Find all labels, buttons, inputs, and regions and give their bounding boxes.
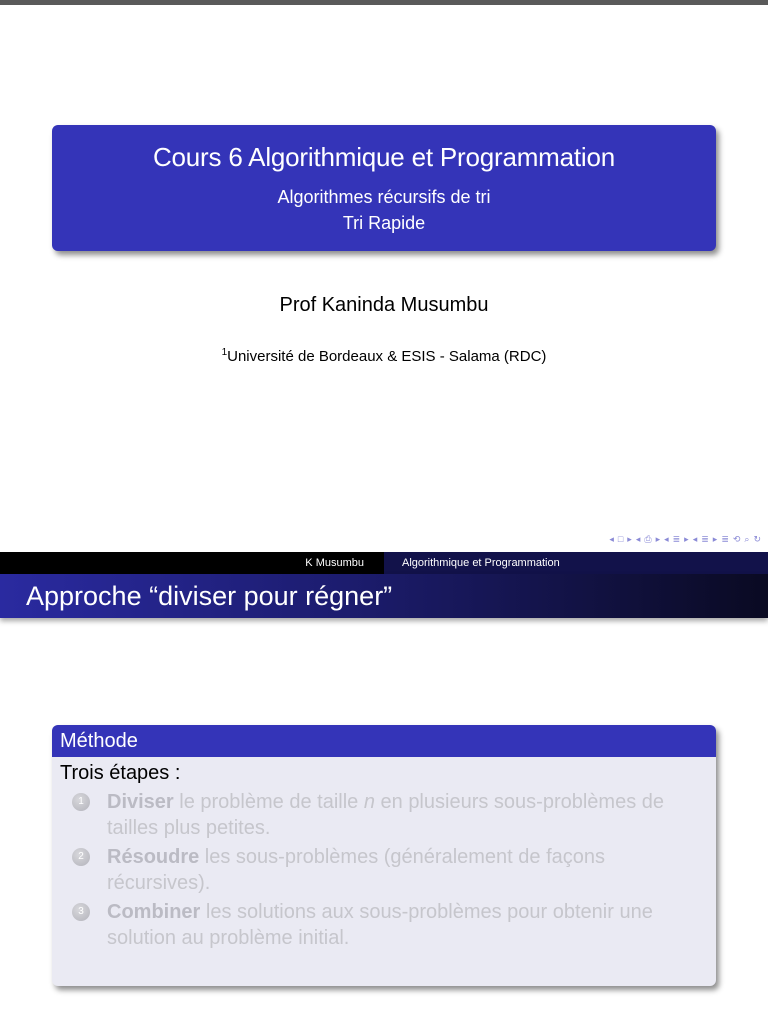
item-text-post: en plusieurs sous-problèmes de tailles plus petites.	[107, 791, 664, 839]
nav-search-icon[interactable]: ⌕	[744, 533, 750, 544]
headline-bar	[0, 552, 768, 574]
nav-left-arrow-icon[interactable]: ◂	[609, 533, 614, 544]
numbered-bullet-icon: 3	[72, 903, 90, 921]
nav-slide-icon[interactable]: □	[617, 534, 624, 544]
nav-right-arrow-icon[interactable]: ▸	[712, 533, 718, 544]
item-keyword: Diviser	[107, 791, 174, 813]
list-item	[60, 789, 708, 841]
frame-title: Approche “diviser pour régner”	[0, 574, 768, 618]
nav-back-icon[interactable]: ⟲	[732, 533, 741, 544]
headline-author: K Musumbu	[305, 557, 364, 569]
title-block	[52, 125, 716, 251]
list-item-text	[107, 844, 708, 896]
numbered-bullet-icon: 1	[72, 793, 90, 811]
block-body	[52, 757, 716, 951]
nav-right-arrow-icon[interactable]: ▸	[655, 533, 661, 544]
block-lead: Trois étapes :	[60, 762, 181, 784]
nav-left-arrow-icon[interactable]: ◂	[692, 533, 698, 544]
item-keyword: Résoudre	[107, 846, 200, 868]
list-item	[60, 899, 708, 951]
block-title: Méthode	[52, 725, 716, 757]
nav-left-arrow-icon[interactable]: ◂	[664, 533, 669, 544]
item-text-pre: les solutions aux sous-problèmes pour obtenir une solution au problème initial.	[107, 901, 653, 949]
top-rule	[0, 0, 768, 5]
beamer-navigation-symbols[interactable]	[608, 532, 762, 546]
item-variable: n	[363, 791, 375, 813]
presentation-subtitle-2: Tri Rapide	[342, 213, 426, 233]
method-block	[52, 725, 716, 986]
presentation-subtitle-1: Algorithmes récursifs de tri	[277, 187, 491, 207]
presentation-title: Cours 6 Algorithmique et Programmation	[152, 142, 616, 172]
list-item-text	[107, 789, 708, 841]
list-item-text	[107, 899, 708, 951]
nav-frame-icon[interactable]: ⎙	[644, 533, 652, 544]
nav-right-arrow-icon[interactable]: ▸	[684, 533, 689, 544]
headline-title: Algorithmique et Programmation	[384, 552, 768, 574]
item-keyword: Combiner	[107, 901, 201, 923]
nav-forward-icon[interactable]: ↻	[753, 533, 761, 544]
affiliation-mark: 1	[221, 347, 228, 358]
nav-left-arrow-icon[interactable]: ◂	[635, 533, 641, 544]
numbered-bullet-icon: 2	[72, 848, 90, 866]
affiliation	[0, 347, 768, 365]
nav-right-arrow-icon[interactable]: ▸	[627, 533, 632, 544]
nav-subsection-icon[interactable]: ≣	[672, 533, 681, 544]
item-text-pre: les sous-problèmes (généralement de façons récursives).	[107, 846, 606, 894]
author-name: Prof Kaninda Musumbu	[279, 294, 489, 316]
nav-toc-icon[interactable]: ≣	[721, 533, 729, 544]
affiliation-text: Université de Bordeaux & ESIS - Salama (RDC)	[227, 348, 547, 365]
list-item	[60, 844, 708, 896]
nav-section-icon[interactable]: ≣	[701, 533, 709, 544]
item-text-pre: le problème de taille	[173, 791, 364, 813]
